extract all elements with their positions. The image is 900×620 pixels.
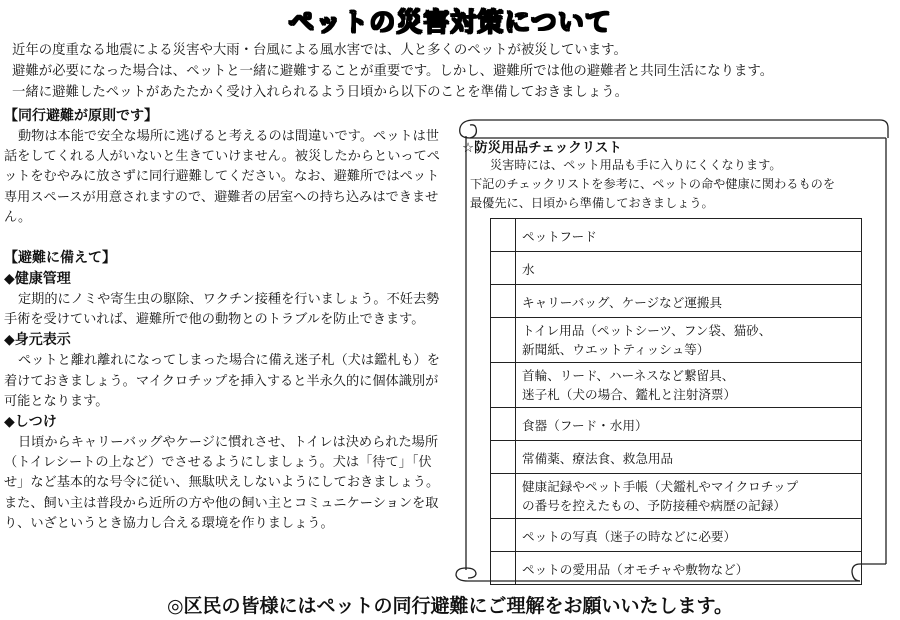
checklist-item-line: ペットフード: [522, 228, 597, 244]
checklist-item-text: [516, 441, 862, 474]
checklist-table: [490, 218, 862, 585]
checklist-item-text: [516, 519, 862, 552]
intro-line-1: 近年の度重なる地震による災害や大雨・台風による風水害では、人と多くのペットが被災しています。: [12, 43, 627, 58]
subheading-training: ◆しつけ: [4, 414, 57, 431]
intro-line-3: 一緒に避難したペットがあたたかく受け入れられるよう日頃から以下のことを準備しておきましょう。: [12, 85, 628, 100]
checkbox-cell[interactable]: [491, 441, 516, 474]
checklist-item-text: [516, 318, 862, 363]
checklist-item-text: [516, 219, 862, 252]
checklist-item-line: 迷子札（犬の場合、鑑札と注射済票）: [522, 387, 737, 402]
subheading-identification: ◆身元表示: [4, 332, 71, 349]
checklist-row: [491, 552, 862, 585]
checklist-item-text: [516, 363, 862, 408]
checklist-item-text: [516, 252, 862, 285]
checklist-item-line: 常備薬、療法食、救急用品: [522, 450, 674, 466]
checklist-item-line: 新聞紙、ウエットティッシュ等）: [522, 342, 710, 357]
footer-message: ◎区民の皆様にはペットの同行避難にご理解をお願いいたします。: [166, 595, 734, 617]
checklist-item-line: キャリーバッグ、ケージなど運搬具: [522, 294, 723, 310]
intro-line-2: 避難が必要になった場合は、ペットと一緒に避難することが重要です。しかし、避難所では他の避難者と共同生活になります。: [12, 64, 774, 79]
checklist-desc-line-1: 災害時には、ペット用品も手に入りにくくなります。: [490, 158, 782, 172]
checkbox-cell[interactable]: [491, 519, 516, 552]
intro-text: [12, 40, 892, 103]
checklist-item-line: ペットの愛用品（オモチャや敷物など）: [522, 561, 749, 577]
checklist-row: [491, 441, 862, 474]
checkbox-cell[interactable]: [491, 408, 516, 441]
checklist-row: [491, 363, 862, 408]
left-column: [4, 106, 444, 534]
checklist-item-text: [516, 474, 862, 519]
section-heading-prepare: 【避難に備えて】: [4, 250, 116, 267]
checklist-item-line: 首輪、リード、ハーネスなど繋留具、: [522, 368, 735, 383]
checklist-item-line: 健康記録やペット手帳（犬鑑札やマイクロチップ: [522, 479, 799, 494]
checkbox-cell[interactable]: [491, 252, 516, 285]
checklist-title: ☆防災用品チェックリスト: [462, 140, 622, 156]
checklist-item-text: [516, 285, 862, 318]
checklist-row: [491, 474, 862, 519]
checkbox-cell[interactable]: [491, 219, 516, 252]
checklist-item-text: [516, 408, 862, 441]
section-heading-accompany: 【同行避難が原則です】: [4, 108, 158, 124]
checklist-row: [491, 519, 862, 552]
subheading-health: ◆健康管理: [4, 271, 71, 288]
checklist-item-line: の番号を控えたもの、予防接種や病歴の記録）: [522, 498, 786, 513]
body-identification: ペットと離れ離れになってしまった場合に備え迷子札（犬は鑑札も）を着けておきましょう。マイクロチップを挿入すると半永久的に個体識別が可能となります。: [4, 353, 440, 409]
checklist-desc-line-2: 下記のチェックリストを参考に、ペットの命や健康に関わるものを: [470, 177, 836, 191]
checkbox-cell[interactable]: [491, 318, 516, 363]
checklist-desc-line-3: 最優先に、日頃から準備しておきましょう。: [470, 196, 714, 210]
section-body-accompany: 動物は本能で安全な場所に逃げると考えるのは間違いです。ペットは世話をしてくれる人がいないと生きていけません。被災したからといってペットをむやみに放さずに同行避難してください。なお、避難所ではペット専用スペースが用意されますので、避難者の居室への持ち込みはできません。: [4, 129, 440, 225]
checklist-row: [491, 285, 862, 318]
checkbox-cell[interactable]: [491, 285, 516, 318]
checklist-item-line: トイレ用品（ペットシーツ、フン袋、猫砂、: [522, 323, 772, 338]
checklist-item-text: [516, 552, 862, 585]
checklist-row: [491, 408, 862, 441]
checklist-item-line: 水: [522, 261, 535, 277]
body-training: 日頃からキャリーバッグやケージに慣れさせ、トイレは決められた場所（トイレシートの上など）でさせるようにしましょう。犬は「待て」「伏せ」など基本的な号令に従い、無駄吠えしないようにしておきましょう。また、飼い主は普段から近所の方や他の飼い主とコミュニケーションを取り、いざというとき協力し合える環境を作りましょう。: [4, 435, 440, 531]
checklist-description: [470, 156, 880, 213]
page-title: ペットの災害対策について: [288, 8, 612, 38]
checkbox-cell[interactable]: [491, 363, 516, 408]
checkbox-cell[interactable]: [491, 474, 516, 519]
checklist-row: [491, 219, 862, 252]
checklist-row: [491, 252, 862, 285]
checklist-item-line: ペットの写真（迷子の時などに必要）: [522, 528, 737, 544]
checklist-row: [491, 318, 862, 363]
body-health: 定期的にノミや寄生虫の駆除、ワクチン接種を行いましょう。不妊去勢手術を受けていれば、避難所で他の動物とのトラブルを防止できます。: [4, 292, 440, 328]
checkbox-cell[interactable]: [491, 552, 516, 585]
checklist-item-line: 食器（フード・水用）: [522, 417, 648, 433]
